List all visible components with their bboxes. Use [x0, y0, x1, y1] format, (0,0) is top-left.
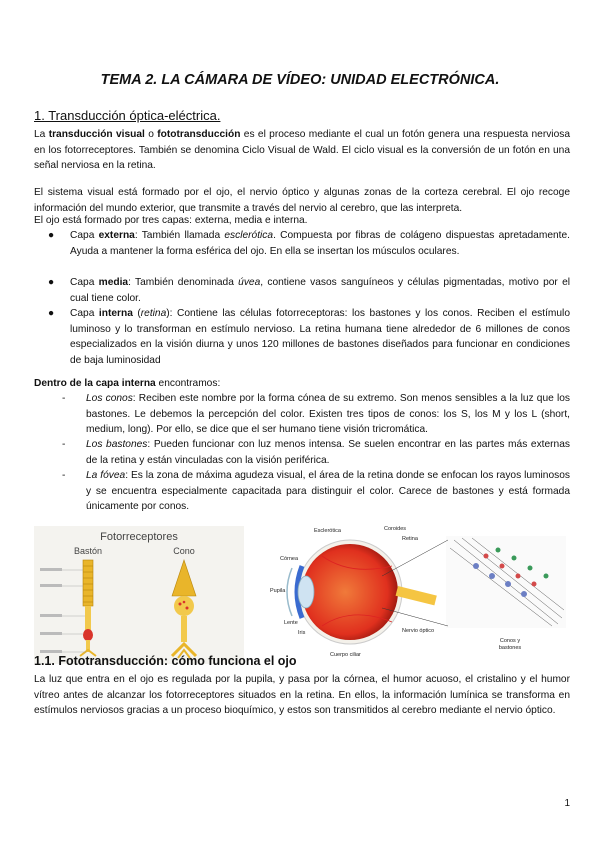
dash-text: Los bastones: Pueden funcionar con luz menos intensa. Se suelen encontrar en las partes más externas de la retina y están vinculadas con la visión periférica. — [86, 439, 570, 466]
fotorreceptores-illustration — [34, 526, 244, 664]
label-cuerpo-ciliar: Cuerpo ciliar — [330, 652, 361, 658]
optic-nerve-shape — [396, 586, 437, 605]
label-cornea: Córnea — [280, 556, 299, 562]
list-item-fovea — [62, 468, 570, 515]
label-bastones: bastones — [498, 645, 522, 651]
bullet-marker: ● — [48, 230, 55, 241]
label-lente: Lente — [284, 620, 298, 626]
bullet-capa-interna — [48, 306, 570, 368]
rod-cell-icon — [80, 560, 96, 656]
label-conos-y: Conos y — [499, 638, 521, 644]
dash-text: La fóvea: Es la zona de máxima agudeza visual, el área de la retina donde se enfocan los rayos luminosos y se encuentra especialmente capacitada para distinguir el color. Carece de bastones y está formada únicamente por conos. — [86, 470, 570, 512]
figure-ojo — [262, 526, 572, 666]
text-run: es el proceso mediante el cual un fotón genera una respuesta nerviosa en los fotorreceptores. También se denomina Ciclo Visual de Wald. El ciclo visual es la conversión de un fotón en una señal nerviosa en la retina. — [34, 129, 570, 171]
document-title: TEMA 2. LA CÁMARA DE VÍDEO: UNIDAD ELECTRÓNICA. — [100, 72, 500, 88]
paragraph-tres-capas: El ojo está formado por tres capas: externa, media e interna. — [34, 215, 308, 226]
bold-term: transducción visual — [48, 129, 145, 140]
text-run: La — [34, 129, 49, 140]
dash-marker: - — [62, 439, 66, 450]
page-number: 1 — [564, 798, 570, 809]
list-item-bastones — [62, 437, 570, 468]
list-item-conos — [62, 391, 570, 438]
eyeball-shape — [302, 544, 398, 640]
section-heading-transduccion: 1. Transducción óptica-eléctrica. — [34, 108, 221, 123]
bullet-marker: ● — [48, 277, 55, 288]
cone-cell-icon — [172, 560, 196, 658]
paragraph-fototransduccion: La luz que entra en el ojo es regulada por la pupila, y pasa por la córnea, el humor acuoso, el cristalino y el humor vítreo antes de alcanzar los fotorreceptores situados en la retina. En ellos, la información lumínica se transforma en estímulos nerviosos gracias a un proceso bioquímico, y estos son transmitidos al cerebro mediante el nervio óptico. — [34, 674, 570, 716]
section-heading-fototransduccion: 1.1. Fototransducción: cómo funciona el ojo — [34, 654, 297, 668]
label-pupila: Pupila — [270, 588, 286, 594]
bullet-text: Capa externa: También llamada esclerótica. Compuesta por fibras de colágeno dispuestas apretadamente. Ayuda a mantener la forma esférica del ojo. En ella se insertan los músculos oculares. — [70, 230, 570, 257]
label-esclerotica: Esclerótica — [314, 528, 341, 534]
paragraph-transduccion — [34, 127, 570, 174]
eye-diagram-illustration — [262, 526, 572, 666]
figure-title: Fotorreceptores — [100, 531, 178, 543]
text-run: o — [144, 129, 158, 140]
label-nervio-optico: Nervio óptico — [402, 628, 435, 634]
bullet-marker: ● — [48, 308, 55, 319]
bullet-capa-externa — [48, 228, 570, 259]
cono-label: Cono — [173, 546, 195, 556]
dash-marker: - — [62, 393, 66, 404]
paragraph-capa-interna-intro: Dentro de la capa interna encontramos: — [34, 378, 221, 389]
label-coroides: Coroides — [384, 526, 407, 532]
label-iris: Iris — [298, 630, 306, 636]
bold-term: fototransducción — [157, 129, 241, 140]
lens-shape — [298, 576, 314, 608]
label-retina: Retina — [402, 536, 418, 542]
bullet-capa-media — [48, 275, 570, 306]
dash-marker: - — [62, 470, 66, 481]
figure-fotorreceptores — [34, 526, 244, 664]
baston-label: Bastón — [73, 546, 103, 556]
bullet-text: Capa media: También denominada úvea, contiene vasos sanguíneos y células pigmentadas, motivo por el cual tiene color. — [70, 277, 571, 304]
bullet-text: Capa interna (retina): Contiene las células fotorreceptoras: los bastones y los conos. Reciben el estímulo luminoso y lo transforman en estímulo nervioso. La retina humana tiene alrededor de 6 millones de conos especializados en la visión diurna y unos 120 millones de bastones diseñados para funcionar en condiciones de baja luminosidad — [70, 308, 570, 366]
dash-text: Los conos: Reciben este nombre por la forma cónea de su extremo. Son menos sensibles a la luz que los bastones. Le debemos la percepción del color. Existen tres tipos de conos: los S, los M y los L (short, medium, long). Por ello, se dice que el ser humano tiene visión tricromática. — [86, 393, 570, 435]
paragraph-sistema-visual: El sistema visual está formado por el ojo, el nervio óptico y algunas zonas de la corteza cerebral. El ojo recoge información del mundo exterior, que transmite a través del nervio al cerebro, que las interpreta. — [34, 187, 570, 214]
cornea-shape — [287, 568, 292, 616]
retina-cells-icon — [446, 536, 566, 628]
